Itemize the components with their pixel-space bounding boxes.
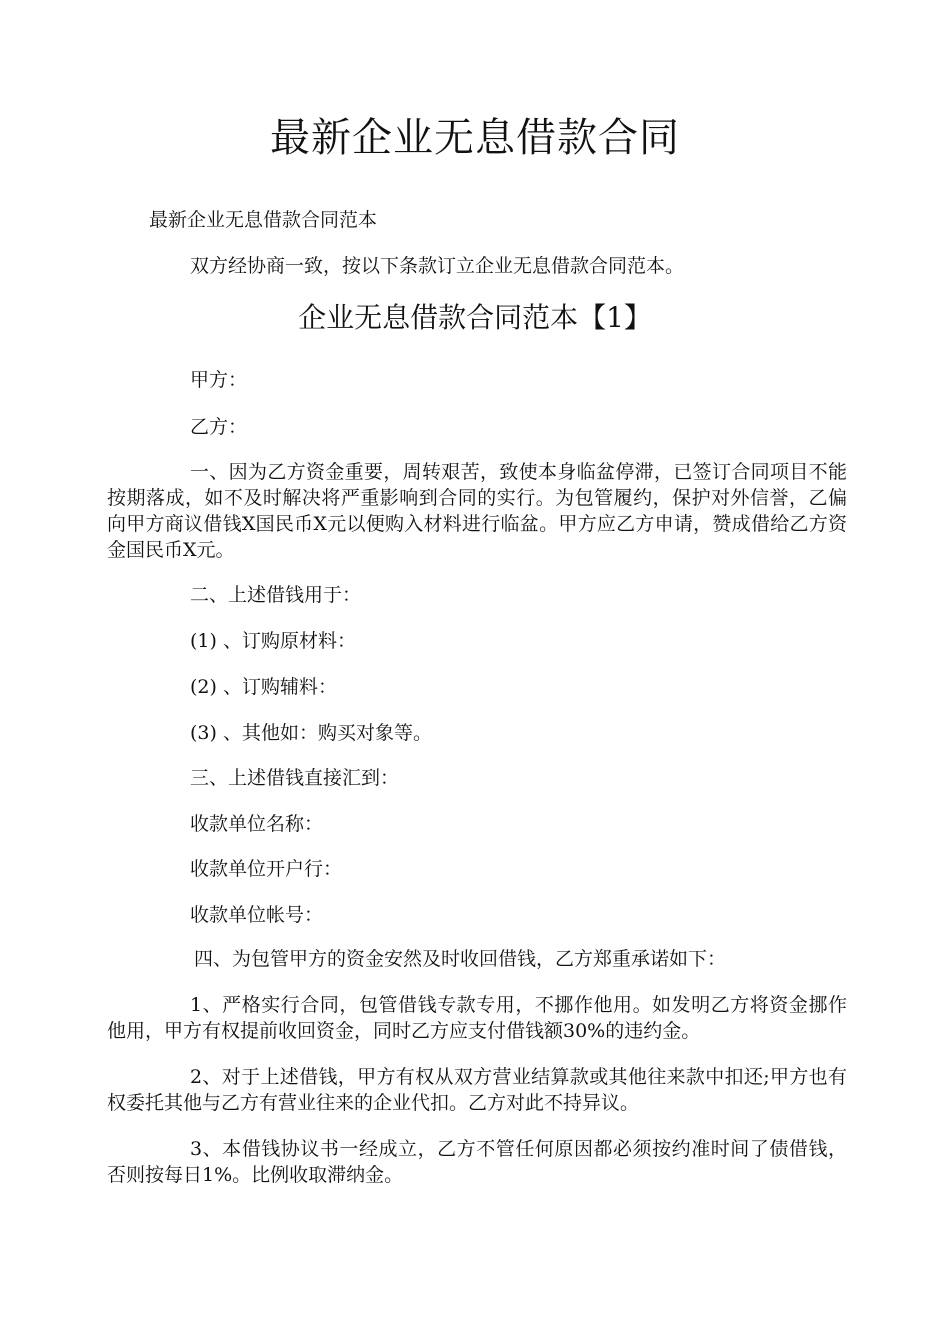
use-item-2: (2) 、订购辅料： (190, 676, 337, 698)
promise-1-paragraph: 1、严格实行合同，包管借钱专款专用，不挪作他用。如发明乙方将资金挪作他用，甲方有权提前收回资金，同时乙方应支付借钱额30%的违约金。 (107, 994, 847, 1042)
intro-label: 最新企业无息借款合同范本 (149, 209, 378, 231)
intro-text: 双方经协商一致，按以下条款订立企业无息借款合同范本。 (190, 255, 685, 277)
clause-4-heading: 四、为包管甲方的资金安然及时收回借钱，乙方郑重承诺如下： (194, 948, 727, 970)
document-title: 最新企业无息借款合同 (270, 115, 680, 161)
clause-2-heading: 二、上述借钱用于： (190, 584, 362, 606)
clause-1-paragraph: 一、因为乙方资金重要，周转艰苦，致使本身临盆停滞，已签订合同项目不能按期落成，如不及时解决将严重影响到合同的实行。为包管履约，保护对外信誉，乙偏向甲方商议借钱X国民币X元以便购入材料进行临盆。甲方应乙方申请，赞成借给乙方资金国民币X元。 (107, 461, 847, 561)
payee-name-label: 收款单位名称： (190, 813, 324, 835)
use-item-1: (1) 、订购原材料： (190, 630, 356, 652)
section-title: 企业无息借款合同范本【1】 (298, 301, 652, 334)
promise-2-paragraph: 2、对于上述借钱，甲方有权从双方营业结算款或其他往来款中扣还;甲方也有权委托其他与乙方有营业往来的企业代扣。乙方对此不持异议。 (107, 1066, 847, 1114)
payee-bank-label: 收款单位开户行： (190, 858, 343, 880)
party-a-label: 甲方： (190, 369, 248, 391)
use-item-3: (3) 、其他如：购买对象等。 (190, 722, 432, 744)
promise-3-paragraph: 3、本借钱协议书一经成立，乙方不管任何原因都必须按约准时间了债借钱，否则按每日1%。比例收取滞纳金。 (107, 1138, 847, 1186)
party-b-label: 乙方： (190, 416, 248, 438)
clause-3-heading: 三、上述借钱直接汇到： (190, 767, 400, 789)
payee-account-label: 收款单位帐号： (190, 904, 324, 926)
